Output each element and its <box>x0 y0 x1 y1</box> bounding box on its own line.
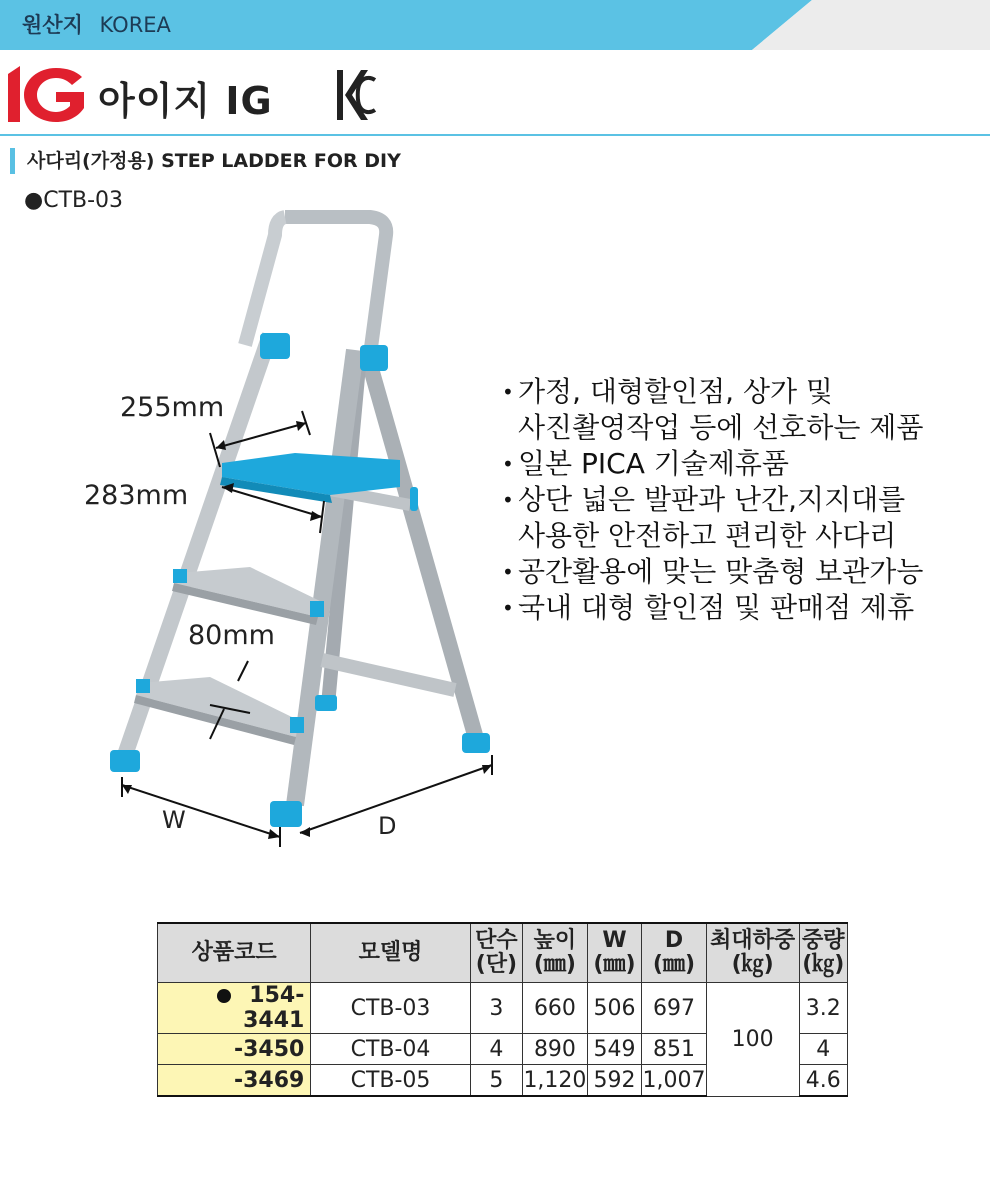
cell-steps: 5 <box>470 1065 522 1097</box>
header-steps-unit: (단) <box>475 952 518 977</box>
feature-text-cont: 사진촬영작업 등에 선호하는 제품 <box>518 411 924 444</box>
header-height-label: 높이 <box>533 928 577 953</box>
cell-code: -3450 <box>158 1034 311 1065</box>
dimension-step-depth: 80mm <box>188 620 275 651</box>
kc-certification-icon <box>335 66 377 124</box>
header-divider <box>0 134 990 136</box>
header-max-load-label: 최대하중 <box>710 928 796 953</box>
cell-model: CTB-03 <box>311 983 470 1034</box>
dimension-d-label: D <box>378 812 397 840</box>
feature-text: 공간활용에 맞는 맞춤형 보관가능 <box>518 555 924 588</box>
header-max-load-unit: (㎏) <box>731 952 774 977</box>
cell-weight: 3.2 <box>799 983 847 1034</box>
table-row <box>158 983 848 1034</box>
header-height-unit: (㎜) <box>533 952 576 977</box>
dimension-w-label: W <box>162 806 186 834</box>
origin-label: 원산지 <box>22 13 83 37</box>
cell-d: 697 <box>642 983 707 1034</box>
cell-height: 660 <box>523 983 588 1034</box>
cell-height: 890 <box>523 1034 588 1065</box>
feature-item <box>502 482 972 554</box>
feature-item <box>502 554 972 590</box>
ladder-illustration <box>70 205 510 855</box>
cell-d: 851 <box>642 1034 707 1065</box>
brand-name: 아이지 IG <box>98 79 273 123</box>
model-name: CTB-03 <box>43 188 124 213</box>
feature-text: 일본 PICA 기술제휴품 <box>518 447 789 480</box>
header-steps <box>470 923 522 983</box>
header-w-label: W <box>602 928 627 953</box>
ladder-drawing <box>110 217 492 847</box>
feature-text: 가정, 대형할인점, 상가 및 <box>518 375 833 408</box>
cell-d: 1,007 <box>642 1065 707 1097</box>
cell-model: CTB-04 <box>311 1034 470 1065</box>
header-w-unit: (㎜) <box>593 952 636 977</box>
header-d-unit: (㎜) <box>652 952 696 977</box>
header-code: 상품코드 <box>158 923 311 983</box>
feature-text: 국내 대형 할인점 및 판매점 제휴 <box>518 591 915 624</box>
header-height <box>523 923 588 983</box>
feature-text: 상단 넓은 발판과 난간,지지대를 <box>518 483 906 516</box>
cell-code: -3469 <box>158 1065 311 1097</box>
header-weight <box>799 923 847 983</box>
bullet-icon: ● <box>24 188 44 213</box>
table-header-row <box>158 923 848 983</box>
spec-table <box>157 922 848 1097</box>
cell-steps: 4 <box>470 1034 522 1065</box>
header-d <box>642 923 707 983</box>
cell-weight: 4 <box>799 1034 847 1065</box>
cell-code-text: 154-3441 <box>243 983 305 1033</box>
header-steps-label: 단수 <box>475 928 518 953</box>
brand-header <box>0 58 990 132</box>
cell-weight: 4.6 <box>799 1065 847 1097</box>
dimension-top-width: 255mm <box>120 392 225 423</box>
cell-height: 1,120 <box>523 1065 588 1097</box>
origin-value: KOREA <box>99 13 171 37</box>
feature-item <box>502 590 972 626</box>
header-max-load <box>706 923 799 983</box>
dimension-top-depth: 283mm <box>84 480 189 511</box>
cell-w: 506 <box>587 983 641 1034</box>
section-title: 사다리(가정용) STEP LADDER FOR DIY <box>10 148 401 174</box>
cell-max-load: 100 <box>706 983 799 1097</box>
header-weight-unit: (㎏) <box>802 952 845 977</box>
header-d-label: D <box>664 928 684 953</box>
cell-steps: 3 <box>470 983 522 1034</box>
feature-item <box>502 446 972 482</box>
feature-item <box>502 374 972 446</box>
cell-code <box>158 983 311 1034</box>
header-model: 모델명 <box>311 923 470 983</box>
bullet-icon <box>217 989 231 1003</box>
origin-banner <box>0 0 990 50</box>
cell-w: 592 <box>587 1065 641 1097</box>
feature-text-cont: 사용한 안전하고 편리한 사다리 <box>518 519 897 552</box>
header-w <box>587 923 641 983</box>
ig-logo-icon <box>4 64 92 126</box>
feature-list <box>502 374 972 626</box>
cell-w: 549 <box>587 1034 641 1065</box>
header-weight-label: 중량 <box>802 928 845 953</box>
origin-text <box>22 12 171 38</box>
cell-model: CTB-05 <box>311 1065 470 1097</box>
